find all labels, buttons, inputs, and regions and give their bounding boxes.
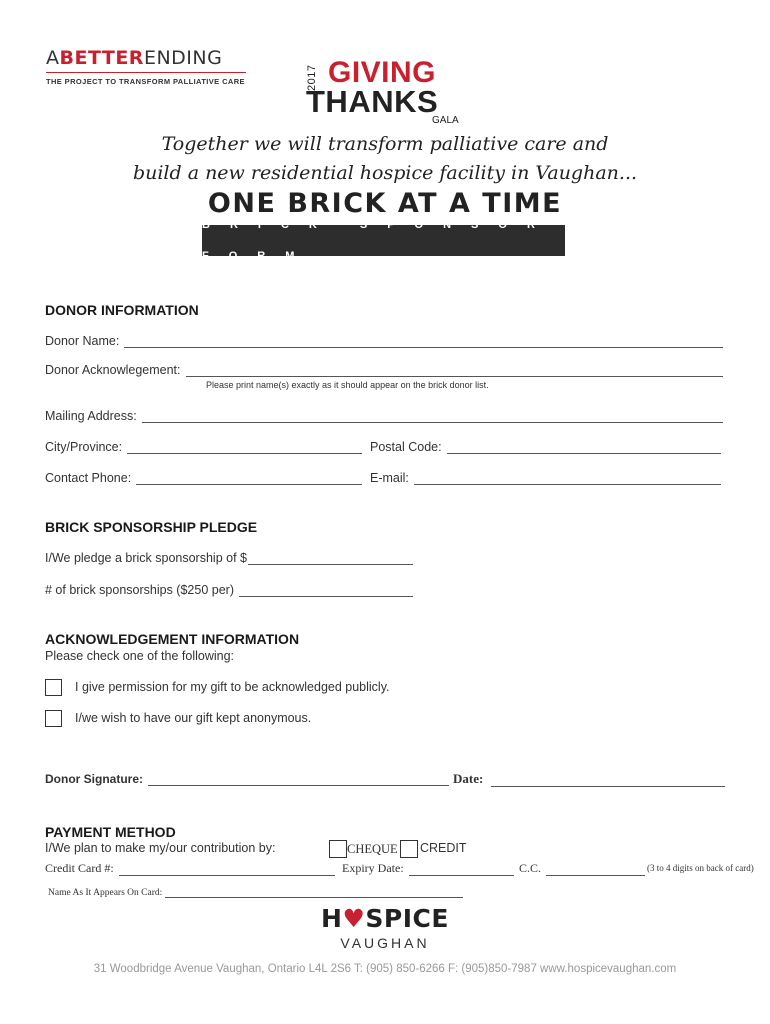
expiry-row bbox=[342, 861, 514, 876]
ack-instruction: Please check one of the following: bbox=[45, 649, 235, 663]
expiry-field[interactable] bbox=[409, 874, 514, 876]
logo-wordmark bbox=[46, 47, 248, 69]
page-title: ONE BRICK AT A TIME bbox=[207, 188, 563, 219]
date-row bbox=[453, 771, 725, 787]
signature-row bbox=[45, 772, 449, 786]
donor-ack-field[interactable] bbox=[186, 375, 724, 377]
tagline-line-1: Together we will transform palliative care and bbox=[161, 133, 609, 155]
payment-heading: PAYMENT METHOD bbox=[45, 824, 176, 840]
ack-anonymous-label: I/we wish to have our gift kept anonymous. bbox=[75, 711, 312, 725]
hospice-name-start: H bbox=[321, 904, 343, 933]
city-field[interactable] bbox=[127, 452, 362, 454]
city-label: City/Province: bbox=[45, 440, 123, 454]
cc-field[interactable] bbox=[546, 874, 645, 876]
form-banner bbox=[202, 218, 565, 262]
donor-info-heading: DONOR INFORMATION bbox=[45, 302, 199, 318]
email-field[interactable] bbox=[414, 483, 721, 485]
hospice-vaughan-logo bbox=[0, 905, 770, 951]
mailing-address-row bbox=[45, 409, 723, 423]
ack-public-checkbox[interactable] bbox=[45, 679, 62, 696]
hospice-wordmark bbox=[0, 905, 770, 933]
postal-field[interactable] bbox=[447, 452, 721, 454]
pledge-count-row bbox=[45, 583, 413, 597]
hospice-name-end: SPICE bbox=[365, 904, 449, 933]
donor-ack-label: Donor Acknowlegement: bbox=[45, 363, 181, 377]
cc-row bbox=[519, 861, 645, 876]
postal-label: Postal Code: bbox=[370, 440, 442, 454]
payment-plan-label: I/We plan to make my/our contribution by: bbox=[45, 841, 276, 855]
ack-heading: ACKNOWLEDGEMENT INFORMATION bbox=[45, 631, 300, 647]
phone-row bbox=[45, 471, 362, 485]
logo-tagline: THE PROJECT TO TRANSFORM PALLIATIVE CARE bbox=[46, 77, 245, 86]
logo-rule bbox=[46, 72, 246, 73]
a-better-ending-logo bbox=[46, 47, 248, 86]
logo-prefix: A bbox=[46, 47, 60, 69]
email-row bbox=[370, 471, 721, 485]
credit-checkbox[interactable] bbox=[400, 840, 418, 858]
signature-field[interactable] bbox=[148, 784, 449, 786]
tagline-line-2: build a new residential hospice facility in Vaughan... bbox=[132, 162, 638, 184]
date-label: Date: bbox=[453, 771, 484, 786]
pledge-amount-label: I/We pledge a brick sponsorship of $ bbox=[45, 551, 247, 565]
gala-giving: GIVING bbox=[328, 56, 437, 89]
name-on-card-field[interactable] bbox=[165, 896, 463, 898]
credit-label: CREDIT bbox=[420, 841, 467, 855]
pledge-count-field[interactable] bbox=[239, 595, 413, 597]
phone-label: Contact Phone: bbox=[45, 471, 132, 485]
card-number-field[interactable] bbox=[119, 874, 335, 876]
mailing-address-label: Mailing Address: bbox=[45, 409, 137, 423]
donor-ack-row bbox=[45, 363, 723, 377]
logo-suffix: ENDING bbox=[143, 47, 223, 69]
donor-ack-note: Please print name(s) exactly as it should appear on the brick donor list. bbox=[206, 380, 489, 390]
name-on-card-row bbox=[48, 888, 463, 898]
gala-year: 2017 bbox=[306, 64, 318, 91]
date-field[interactable] bbox=[491, 785, 725, 787]
form-banner-text: BRICK SPONSOR FORM bbox=[202, 218, 555, 262]
email-label: E-mail: bbox=[370, 471, 409, 485]
city-row bbox=[45, 440, 362, 454]
footer-contact: 31 Woodbridge Avenue Vaughan, Ontario L4L 2S6 T: (905) 850-6266 F: (905)850-7987 www.hospicevaughan.com bbox=[93, 963, 677, 975]
cheque-checkbox[interactable] bbox=[329, 840, 347, 858]
gala-sub: GALA bbox=[432, 115, 459, 126]
ack-anonymous-checkbox[interactable] bbox=[45, 710, 62, 727]
pledge-count-label: # of brick sponsorships ($250 per) bbox=[45, 583, 234, 597]
expiry-label: Expiry Date: bbox=[342, 861, 404, 875]
pledge-amount-field[interactable] bbox=[248, 563, 413, 565]
donor-name-label: Donor Name: bbox=[45, 334, 120, 348]
donor-name-field[interactable] bbox=[124, 346, 723, 348]
logo-highlight: BETTER bbox=[59, 47, 144, 69]
gala-thanks: THANKS bbox=[306, 84, 439, 119]
cc-label: C.C. bbox=[519, 861, 542, 875]
card-number-row bbox=[45, 861, 335, 876]
pledge-amount-row bbox=[45, 551, 413, 565]
mailing-address-field[interactable] bbox=[142, 421, 723, 423]
heart-icon: ♥ bbox=[342, 904, 366, 933]
card-number-label: Credit Card #: bbox=[45, 861, 114, 875]
postal-row bbox=[370, 440, 721, 454]
pledge-heading: BRICK SPONSORSHIP PLEDGE bbox=[45, 519, 258, 535]
ack-public-label: I give permission for my gift to be acknowledged publicly. bbox=[75, 680, 390, 694]
phone-field[interactable] bbox=[136, 483, 362, 485]
giving-thanks-gala-logo bbox=[306, 57, 476, 127]
cheque-label: CHEQUE bbox=[347, 842, 398, 856]
signature-label: Donor Signature: bbox=[45, 772, 143, 786]
cc-note: (3 to 4 digits on back of card) bbox=[647, 863, 754, 873]
hospice-sub: VAUGHAN bbox=[340, 935, 430, 951]
name-on-card-label: Name As It Appears On Card: bbox=[48, 888, 163, 898]
donor-name-row bbox=[45, 334, 723, 348]
